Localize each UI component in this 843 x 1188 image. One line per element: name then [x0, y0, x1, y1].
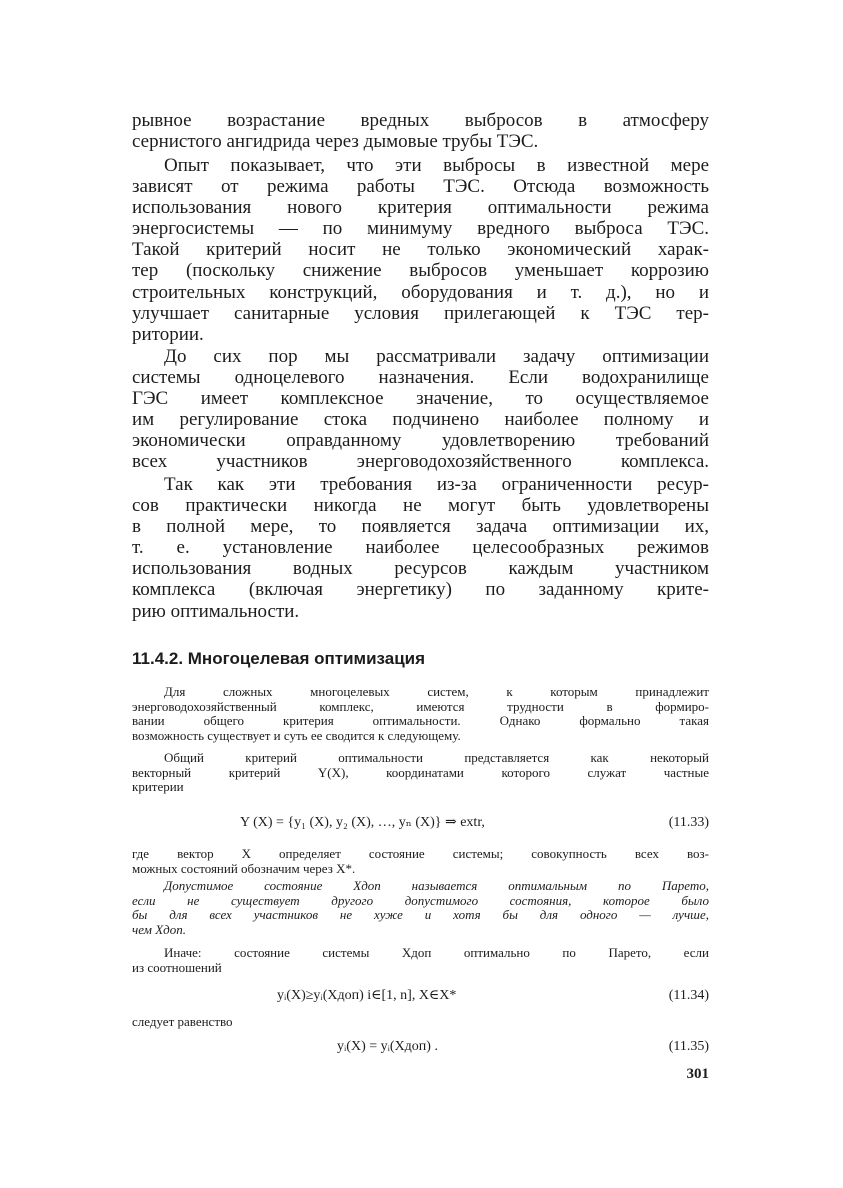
formula-11-35 — [132, 1037, 709, 1057]
text-line: Допустимое состояние Xдоп называется оптимальным по Парето, — [164, 878, 709, 893]
text-line: сернистого ангидрида через дымовые трубы ТЭС. — [132, 131, 539, 153]
paragraph — [132, 1015, 709, 1030]
text-line: им регулирование стока подчинено наиболее полному и — [132, 409, 709, 431]
text-line: Иначе: состояние системы Xдоп оптимально по Парето, если — [164, 945, 709, 960]
text-line: сов практически никогда не могут быть удовлетворены — [132, 495, 709, 517]
text-line: бы для всех участников не хуже и хотя бы для одного — лучше, — [132, 907, 709, 923]
text-line: комплекса (включая энергетику) по заданному крите- — [132, 579, 709, 601]
formula-number: (11.35) — [668, 1039, 709, 1054]
text-line: из соотношений — [132, 959, 222, 975]
text-line: Общий критерий оптимальности представляется как некоторый — [164, 750, 709, 765]
text-line: улучшает санитарные условия прилегающей к ТЭС тер- — [132, 302, 709, 324]
page-number: 301 — [686, 1066, 709, 1082]
text-line: чем Xдоп. — [132, 921, 186, 937]
paragraph — [132, 346, 709, 473]
text-line: энерговодохозяйственный комплекс, имеются трудности в формиро- — [132, 698, 709, 714]
paragraph — [132, 847, 709, 876]
text-line: рывное возрастание вредных выбросов в атмосферу — [132, 110, 709, 131]
formula-expression: yᵢ(X)≥yᵢ(Xдоп) i∈[1, n], X∈X* — [277, 988, 457, 1003]
text-line: системы одноцелевого назначения. Если водохранилище — [132, 367, 709, 389]
text-line: всех участников энерговодохозяйственного комплекса. — [132, 451, 709, 473]
text-line: т. е. установление наиболее целесообразных режимов — [132, 537, 709, 559]
text-line: Такой критерий носит не только экономический харак- — [132, 239, 709, 261]
text-line: Опыт показывает, что эти выбросы в известной мере — [164, 155, 709, 176]
text-line: где вектор X определяет состояние системы; совокупность всех воз- — [132, 846, 709, 861]
text-line: векторный критерий Y(X), координатами которого служат частные — [132, 764, 709, 780]
text-line: если не существует другого допустимого состояния, которое было — [132, 892, 709, 908]
text-line: зависят от режима работы ТЭС. Отсюда возможность — [132, 176, 709, 198]
text-line: экономически оправданному удовлетворению требований — [132, 430, 709, 452]
formula-11-34 — [132, 986, 709, 1006]
paragraph — [132, 685, 709, 743]
formula-expression: Y (X) = {y₁ (X), y₂ (X), …, yₙ (X)} ⇒ extr, — [240, 815, 485, 830]
text-line: использования водных ресурсов каждым участником — [132, 558, 709, 580]
formula-expression: yᵢ(X) = yᵢ(Xдоп) . — [337, 1039, 438, 1054]
text-line: До сих пор мы рассматривали задачу оптимизации — [164, 346, 709, 367]
formula-number: (11.33) — [668, 815, 709, 830]
text-line: энергосистемы — по минимуму вредного выброса ТЭС. — [132, 218, 709, 240]
text-line: ГЭС имеет комплексное значение, то осуществляемое — [132, 388, 709, 410]
paragraph — [132, 155, 709, 345]
text-line: вании общего критерия оптимальности. Однако формально такая — [132, 713, 709, 729]
paragraph — [132, 474, 709, 622]
text-line: использования нового критерия оптимальности режима — [132, 197, 709, 219]
text-line: можных состояний обозначим через X*. — [132, 860, 356, 876]
text-line: тер (поскольку снижение выбросов уменьшает коррозию — [132, 260, 709, 282]
paragraph — [132, 751, 709, 795]
text-line: строительных конструкций, оборудования и т. д.), но и — [132, 281, 709, 303]
definition-paragraph — [132, 879, 709, 937]
text-line: возможность существует и суть ее сводится к следующему. — [132, 727, 461, 743]
text-line: критерии — [132, 779, 184, 795]
formula-number: (11.34) — [668, 988, 709, 1003]
formula-11-33 — [132, 813, 709, 833]
text-line: ритории. — [132, 323, 204, 345]
paragraph — [132, 946, 709, 975]
text-line: Так как эти требования из-за ограниченности ресур- — [164, 474, 709, 495]
paragraph — [132, 110, 709, 152]
text-line: Для сложных многоцелевых систем, к которым принадлежит — [164, 684, 709, 699]
section-heading: 11.4.2. Многоцелевая оптимизация — [132, 649, 426, 668]
text-line: следует равенство — [132, 1014, 233, 1029]
text-line: рию оптимальности. — [132, 600, 300, 622]
text-line: в полной мере, то появляется задача оптимизации их, — [132, 516, 709, 538]
